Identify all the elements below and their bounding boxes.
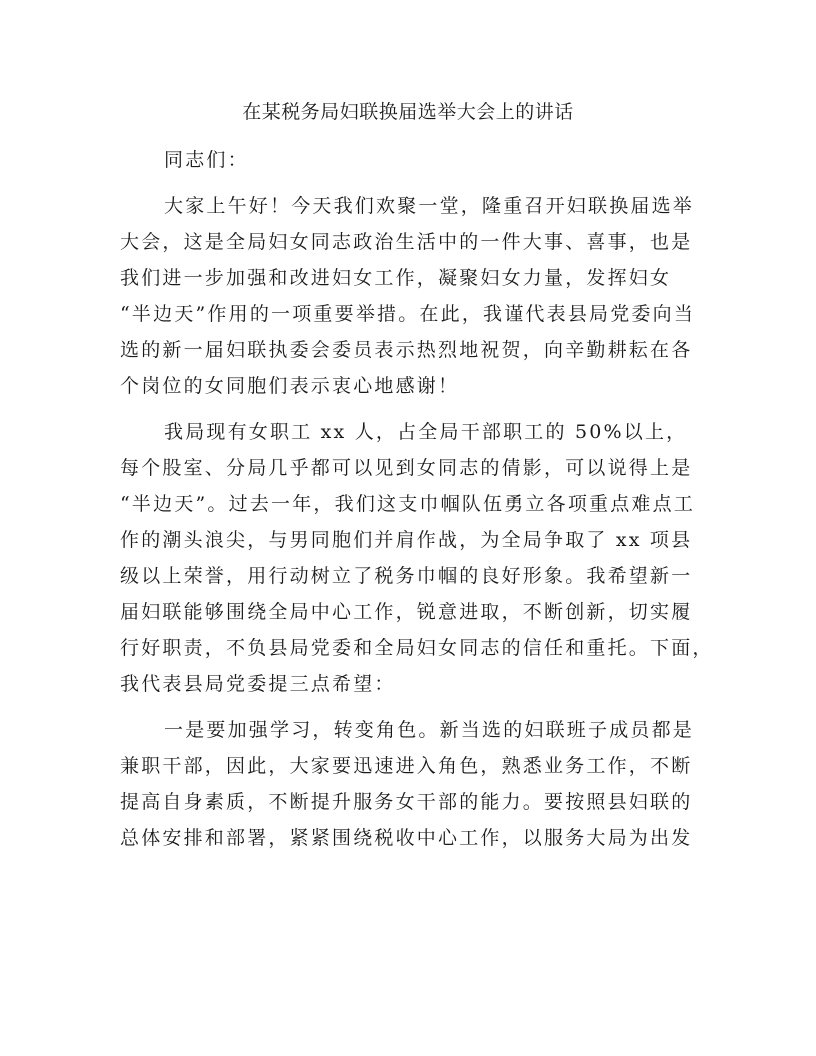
paragraph-2-line-1: 我局现有女职工 xx 人，占全局干部职工的 50%以上， [164,421,688,443]
paragraph-gap [120,404,708,414]
paragraph-1-line-5: 选的新一届妇联执委会委员表示热烈地祝贺，向辛勤耕耘在各 [120,339,693,361]
document-title: 在某税务局妇联换届选举大会上的讲话 [242,101,574,123]
paragraph-2-line-2: 每个股室、分局几乎都可以见到女同志的倩影，可以说得上是 [120,457,693,479]
salutation: 同志们： [164,149,249,171]
paragraph-2-line-7: 行好职责，不负县局党委和全局妇女同志的信任和重托。下面， [120,637,714,659]
paragraph-1-line-2: 大会，这是全局妇女同志政治生活中的一件大事、喜事，也是 [120,231,693,253]
paragraph-2-line-6: 届妇联能够围绕全局中心工作，锐意进取，不断创新，切实履 [120,601,693,623]
paragraph-3-line-4: 总体安排和部署，紧紧围绕税收中心工作，以服务大局为出发 [120,827,693,849]
paragraph-3-line-1: 一是要加强学习，转变角色。新当选的妇联班子成员都是 [164,719,695,741]
paragraph-2-line-8: 我代表县局党委提三点希望： [120,673,396,695]
paragraph-gap [120,702,708,712]
paragraph-1-line-1: 大家上午好！今天我们欢聚一堂，隆重召开妇联换届选举 [164,195,695,217]
paragraph-1-line-6: 个岗位的女同胞们表示衷心地感谢！ [120,375,460,397]
document-body [120,142,714,856]
paragraph-2-line-4: 作的潮头浪尖，与男同胞们并肩作战，为全局争取了 xx 项县 [120,529,693,551]
paragraph-1-line-3: 我们进一步加强和改进妇女工作，凝聚妇女力量，发挥妇女 [120,267,672,289]
paragraph-1-line-4: “半边天”作用的一项重要举措。在此，我谨代表县局党委向当 [120,303,696,325]
paragraph-3-line-2: 兼职干部，因此，大家要迅速进入角色，熟悉业务工作，不断 [120,755,693,777]
paragraph-2-line-5: 级以上荣誉，用行动树立了税务巾帼的良好形象。我希望新一 [120,565,693,587]
paragraph-2-line-3: “半边天”。过去一年，我们这支巾帼队伍勇立各项重点难点工 [120,493,696,515]
paragraph-gap [120,178,708,188]
paragraph-3-line-3: 提高自身素质，不断提升服务女干部的能力。要按照县妇联的 [120,791,693,813]
